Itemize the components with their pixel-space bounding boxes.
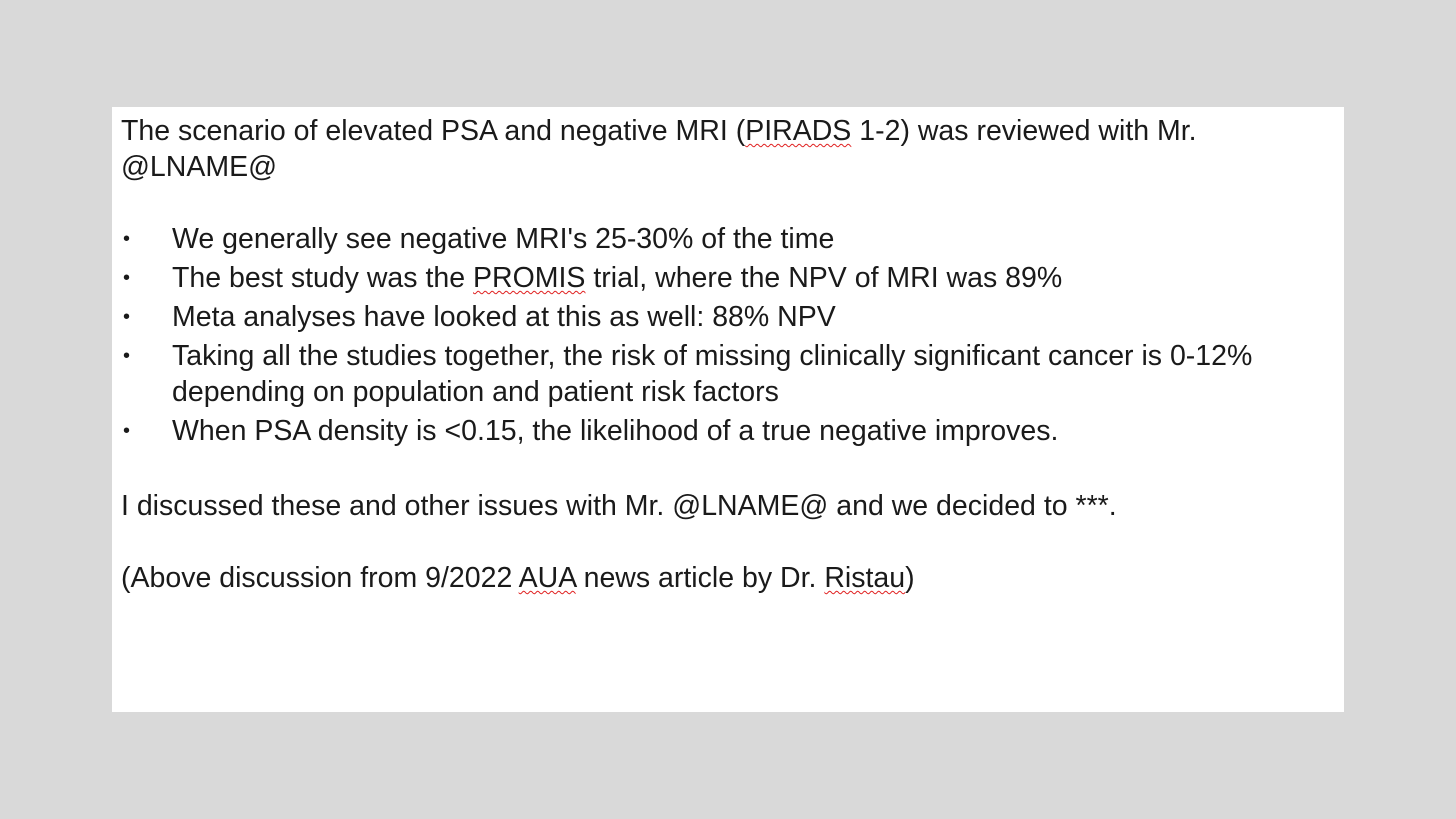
paragraph-gap [121, 185, 1344, 221]
bullet-icon: • [123, 228, 131, 250]
list-item [121, 413, 1344, 449]
bullet-icon: • [123, 345, 131, 367]
spellcheck-word-aua[interactable]: AUA [518, 562, 576, 594]
source-text-3: ) [905, 562, 915, 594]
list-item [121, 260, 1344, 296]
bullet-text: When PSA density is <0.15, the likelihood of a true negative improves. [172, 415, 1059, 447]
bullet-text: We generally see negative MRI's 25-30% of the time [172, 223, 835, 255]
intro-text-1: The scenario of elevated PSA and negative MRI ( [121, 115, 746, 147]
bullet-text: Meta analyses have looked at this as well: 88% NPV [172, 301, 836, 333]
bullet-icon: • [123, 420, 131, 442]
discussion-paragraph: I discussed these and other issues with Mr. @LNAME@ and we decided to ***. [121, 490, 1117, 522]
bullet-text: The best study was the [172, 262, 473, 294]
list-item [121, 221, 1344, 257]
intro-paragraph [121, 113, 1344, 185]
document-page[interactable] [112, 107, 1344, 712]
spellcheck-word-pirads[interactable]: PIRADS [745, 115, 852, 147]
source-paragraph [121, 560, 1344, 596]
bullet-list [121, 221, 1344, 449]
bullet-text: trial, where the NPV of MRI was 89% [585, 262, 1063, 294]
bullet-icon: • [123, 306, 131, 328]
spellcheck-word-ristau[interactable]: Ristau [824, 562, 906, 594]
bullet-text: Taking all the studies together, the risk of missing clinically significant cancer is 0-12% depending on population and patient risk factors [172, 340, 1253, 408]
bullet-icon: • [123, 267, 131, 289]
intro-text-3: @LNAME@ [121, 151, 278, 183]
paragraph-gap [121, 452, 1344, 488]
spellcheck-word-promis[interactable]: PROMIS [473, 262, 586, 294]
source-text-1: (Above discussion from 9/2022 [121, 562, 519, 594]
list-item [121, 299, 1344, 335]
source-text-2: news article by Dr. [575, 562, 825, 594]
list-item [121, 338, 1344, 410]
paragraph-gap [121, 524, 1344, 560]
intro-text-2: 1-2) was reviewed with Mr. [851, 115, 1205, 147]
